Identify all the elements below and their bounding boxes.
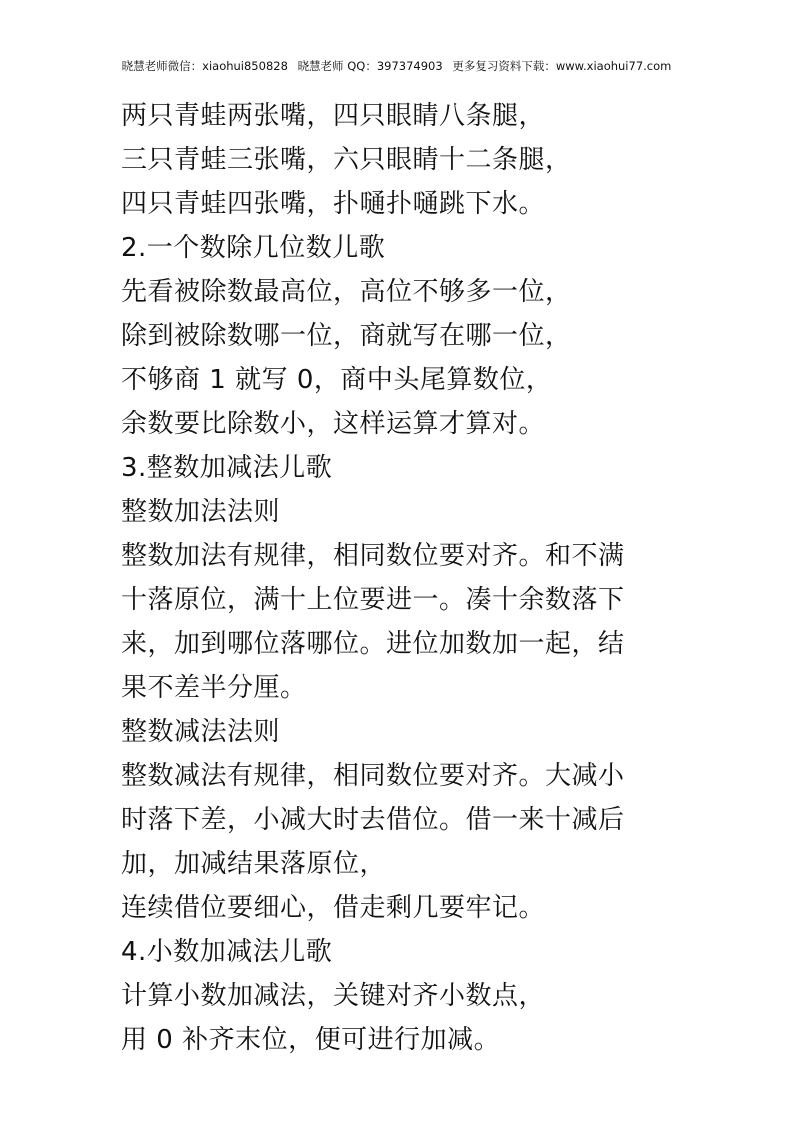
header-wechat: 晓慧老师微信：xiaohui850828 (121, 59, 288, 73)
text-line: 三只青蛙三张嘴，六只眼睛十二条腿， (121, 145, 572, 175)
section-heading: 2.一个数除几位数儿歌 (121, 233, 386, 263)
text-line: 连续借位要细心，借走剩几要牢记。 (121, 893, 546, 923)
text-line: 果不差半分厘。 (121, 673, 307, 703)
text-line: 整数减法有规律，相同数位要对齐。大减小 (121, 761, 625, 791)
page-header (0, 58, 793, 74)
text-line: 整数加法有规律，相同数位要对齐。和不满 (121, 541, 625, 571)
subsection-heading: 整数减法法则 (121, 717, 281, 747)
text-line: 用 0 补齐末位，便可进行加减。 (121, 1025, 501, 1055)
header-qq: 晓慧老师 QQ：397374903 (297, 59, 443, 73)
text-line: 余数要比除数小，这样运算才算对。 (121, 409, 546, 439)
section-heading: 3.整数加减法儿歌 (121, 453, 333, 483)
text-line: 两只青蛙两张嘴，四只眼睛八条腿， (121, 101, 546, 131)
text-line: 时落下差，小减大时去借位。借一来十减后 (121, 805, 625, 835)
text-line: 四只青蛙四张嘴，扑嗵扑嗵跳下水。 (121, 189, 546, 219)
text-line: 计算小数加减法，关键对齐小数点， (121, 981, 546, 1011)
text-line: 来，加到哪位落哪位。进位加数加一起，结 (121, 629, 625, 659)
text-line: 加，加减结果落原位， (121, 849, 387, 879)
text-line: 十落原位，满十上位要进一。凑十余数落下 (121, 585, 625, 615)
text-line: 不够商 1 就写 0，商中头尾算数位， (121, 365, 553, 395)
header-download: 更多复习资料下载：www.xiaohui77.com (452, 59, 672, 73)
subsection-heading: 整数加法法则 (121, 497, 281, 527)
section-heading: 4.小数加减法儿歌 (121, 937, 333, 967)
document-body (121, 94, 681, 1062)
text-line: 除到被除数哪一位，商就写在哪一位， (121, 321, 572, 351)
text-line: 先看被除数最高位，高位不够多一位， (121, 277, 572, 307)
